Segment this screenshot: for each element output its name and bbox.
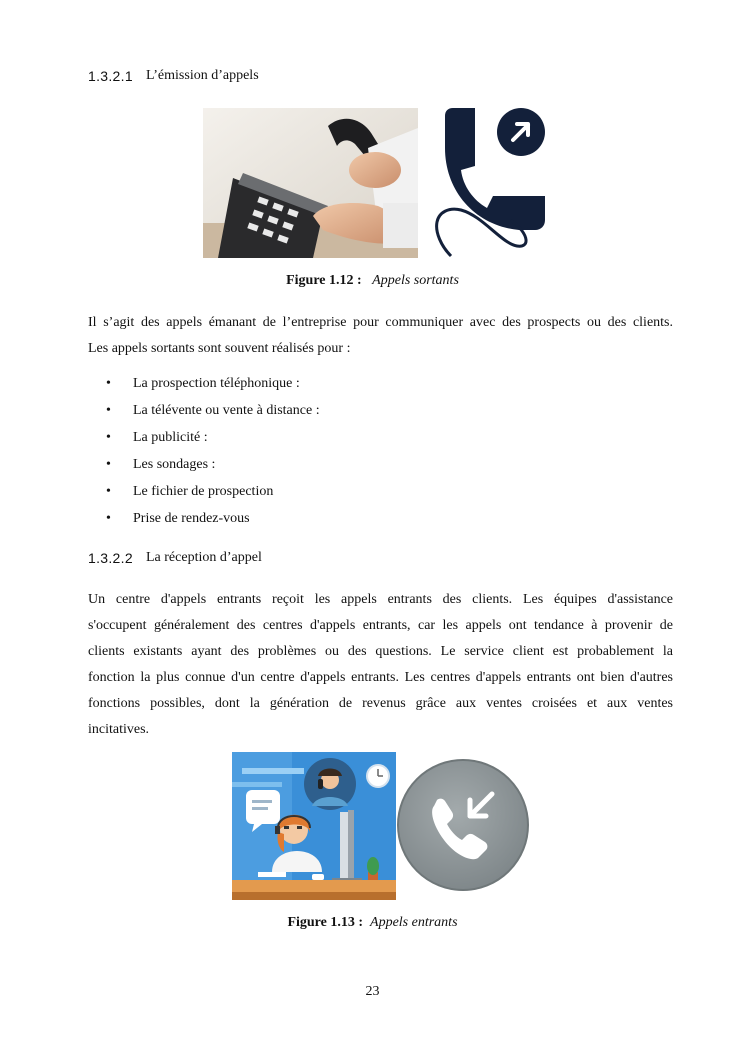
figure-1-13-caption — [0, 915, 745, 931]
section-heading-1-3-2-1 — [88, 68, 488, 86]
desk-phone-photo — [203, 108, 418, 258]
paragraph-line: Un centre d'appels entrants reçoit les appels entrants des clients. Les équipes d'assistance — [88, 592, 673, 607]
figure-1-12-caption — [0, 273, 745, 289]
section-title: La réception d’appel — [146, 550, 262, 565]
paragraph-line: s'occupent généralement des centres d'appels entrants, car les appels ont tendance à provenir de — [88, 618, 673, 633]
list-item: • Les sondages : — [106, 451, 320, 478]
inbound-paragraph — [88, 587, 673, 743]
paragraph-line: incitatives. — [88, 722, 150, 737]
list-item: • Le fichier de prospection — [106, 478, 320, 505]
figure-1-13-images — [232, 752, 532, 900]
figure-label: Figure 1.12 : — [286, 273, 362, 288]
page-number: 23 — [365, 984, 380, 999]
section-number: 1.3.2.2 — [88, 550, 133, 566]
outgoing-call-icon — [431, 108, 548, 258]
paragraph-line: fonctions possibles, dont la génération de revenus grâce aux ventes croisées et aux ventes — [88, 696, 673, 711]
figure-caption-text: Appels entrants — [370, 915, 458, 930]
bullet-list — [106, 370, 320, 532]
paragraph-line: Il s’agit des appels émanant de l’entreprise pour communiquer avec des prospects ou des clients. — [88, 315, 673, 330]
incoming-call-icon — [396, 758, 530, 892]
list-item: • La publicité : — [106, 424, 320, 451]
list-item: • La télévente ou vente à distance : — [106, 397, 320, 424]
call-center-illustration — [232, 752, 396, 900]
figure-1-12-images — [203, 108, 548, 258]
section-number: 1.3.2.1 — [88, 68, 133, 84]
figure-label: Figure 1.13 : — [287, 915, 364, 930]
paragraph-line: fonction la plus connue d'un centre d'appels entrants. Les centres d'appels entrants ont bien d'autres — [88, 670, 673, 685]
section-heading-1-3-2-2 — [88, 550, 488, 568]
list-item: • Prise de rendez-vous — [106, 505, 320, 532]
paragraph-line: clients existants ayant des problèmes ou des questions. Le service client est probablement la — [88, 644, 673, 659]
paragraph-line: Les appels sortants sont souvent réalisés pour : — [88, 341, 351, 356]
section-title: L’émission d’appels — [146, 68, 259, 83]
list-item: • La prospection téléphonique : — [106, 370, 320, 397]
intro-paragraph — [88, 310, 673, 362]
figure-caption-text: Appels sortants — [372, 273, 459, 288]
